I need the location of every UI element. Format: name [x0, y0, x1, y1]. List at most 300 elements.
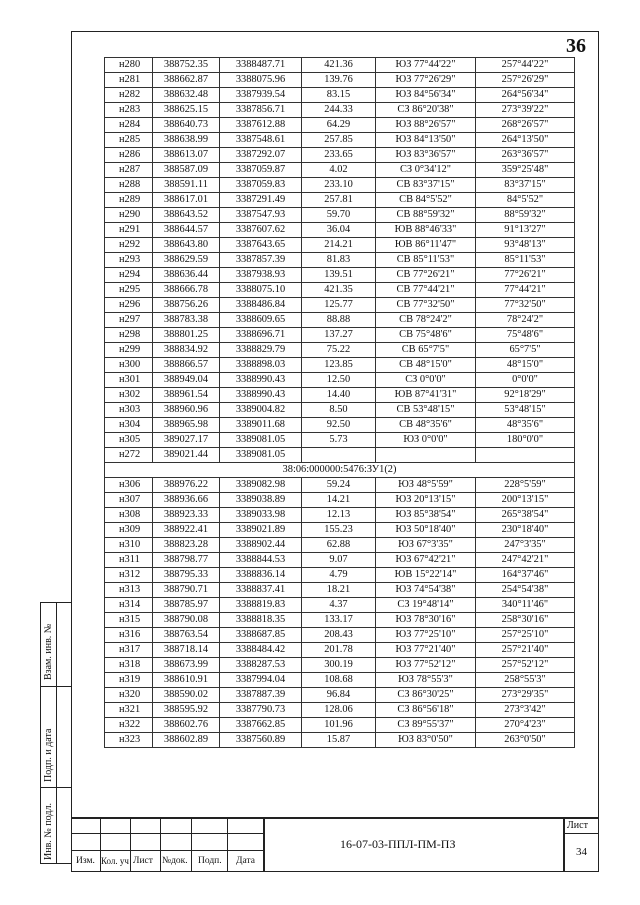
table-row: [105, 148, 575, 163]
table-cell: 3388836.14: [220, 568, 302, 583]
table-cell: 388613.07: [153, 148, 220, 163]
table-row: [105, 508, 575, 523]
title-ndok: №док.: [162, 856, 188, 866]
table-cell: ЮЗ 84°13'50": [376, 133, 476, 148]
table-cell: ЮЗ 67°42'21": [376, 553, 476, 568]
table-row: [105, 118, 575, 133]
table-cell: 257°21'40": [476, 643, 575, 658]
table-cell: 164°37'46": [476, 568, 575, 583]
sheet-number: 34: [576, 846, 587, 858]
table-cell: н302: [105, 388, 153, 403]
table-cell: 208.43: [302, 628, 376, 643]
table-cell: ЮЗ 77°26'29": [376, 73, 476, 88]
table-cell: н285: [105, 133, 153, 148]
table-cell: 83.15: [302, 88, 376, 103]
table-cell: СВ 85°11'53": [376, 253, 476, 268]
table-cell: 257°44'22": [476, 58, 575, 73]
table-cell: СВ 53°48'15": [376, 403, 476, 418]
table-cell: 388591.11: [153, 178, 220, 193]
table-cell: 340°11'46": [476, 598, 575, 613]
table-cell: ЮЗ 77°52'12": [376, 658, 476, 673]
table-cell: н308: [105, 508, 153, 523]
table-cell: 270°4'23": [476, 718, 575, 733]
table-row: [105, 73, 575, 88]
table-cell: 133.17: [302, 613, 376, 628]
table-row: [105, 418, 575, 433]
table-cell: 389021.44: [153, 448, 220, 463]
table-row: [105, 103, 575, 118]
table-cell: 3389004.82: [220, 403, 302, 418]
table-cell: н322: [105, 718, 153, 733]
table-cell: 3389081.05: [220, 433, 302, 448]
table-cell: 388662.87: [153, 73, 220, 88]
table-cell: н298: [105, 328, 153, 343]
table-cell: н284: [105, 118, 153, 133]
table-cell: ЮЗ 50°18'40": [376, 523, 476, 538]
table-cell: 388644.57: [153, 223, 220, 238]
page-number: 36: [566, 35, 586, 57]
table-cell: СВ 77°26'21": [376, 268, 476, 283]
table-cell: [376, 448, 476, 463]
table-cell: 388673.99: [153, 658, 220, 673]
table-cell: 200°13'15": [476, 493, 575, 508]
table-cell: 3387560.89: [220, 733, 302, 748]
table-cell: 5.73: [302, 433, 376, 448]
table-cell: 15.87: [302, 733, 376, 748]
document-code: 16-07-03-ППЛ-ПМ-ПЗ: [340, 837, 456, 851]
table-row: [105, 688, 575, 703]
table-cell: н294: [105, 268, 153, 283]
table-cell: 258°30'16": [476, 613, 575, 628]
title-izm: Изм.: [76, 856, 95, 866]
table-row: [105, 223, 575, 238]
table-row: [105, 673, 575, 688]
table-row: [105, 208, 575, 223]
table-cell: 388617.01: [153, 193, 220, 208]
table-cell: 3387612.88: [220, 118, 302, 133]
table-row: [105, 238, 575, 253]
table-cell: 3388902.44: [220, 538, 302, 553]
table-cell: 3387059.87: [220, 163, 302, 178]
table-cell: ЮЗ 83°36'57": [376, 148, 476, 163]
table-cell: 388936.66: [153, 493, 220, 508]
table-cell: 265°38'54": [476, 508, 575, 523]
table-cell: ЮЗ 77°25'10": [376, 628, 476, 643]
table-cell: 388783.38: [153, 313, 220, 328]
table-row: [105, 598, 575, 613]
table-cell: 388640.73: [153, 118, 220, 133]
table-cell: н288: [105, 178, 153, 193]
table-cell: СВ 48°15'0": [376, 358, 476, 373]
table-cell: 75°48'6": [476, 328, 575, 343]
table-cell: СВ 84°5'52": [376, 193, 476, 208]
table-cell: 3387790.73: [220, 703, 302, 718]
table-cell: 85°11'53": [476, 253, 575, 268]
table-cell: 388638.99: [153, 133, 220, 148]
table-cell: 421.36: [302, 58, 376, 73]
table-row: [105, 613, 575, 628]
table-cell: н319: [105, 673, 153, 688]
table-cell: СВ 88°59'32": [376, 208, 476, 223]
table-cell: 3388609.65: [220, 313, 302, 328]
table-row: [105, 583, 575, 598]
table-cell: н293: [105, 253, 153, 268]
table-cell: н289: [105, 193, 153, 208]
table-cell: СВ 77°44'21": [376, 283, 476, 298]
table-row: [105, 193, 575, 208]
table-cell: СЗ 0°34'12": [376, 163, 476, 178]
table-cell: 88.88: [302, 313, 376, 328]
table-cell: н283: [105, 103, 153, 118]
table-cell: 388595.92: [153, 703, 220, 718]
table-cell: ЮВ 88°46'33": [376, 223, 476, 238]
table-cell: 91°13'27": [476, 223, 575, 238]
table-cell: ЮВ 86°11'47": [376, 238, 476, 253]
table-cell: 388666.78: [153, 283, 220, 298]
table-cell: 14.40: [302, 388, 376, 403]
table-cell: 59.24: [302, 478, 376, 493]
table-cell: 84°5'52": [476, 193, 575, 208]
table-row: [105, 643, 575, 658]
table-cell: 12.13: [302, 508, 376, 523]
coordinates-table: [104, 57, 575, 748]
table-cell: ЮЗ 85°38'54": [376, 508, 476, 523]
table-cell: н306: [105, 478, 153, 493]
table-cell: 388752.35: [153, 58, 220, 73]
table-cell: 9.07: [302, 553, 376, 568]
table-cell: 388587.09: [153, 163, 220, 178]
table-row: [105, 163, 575, 178]
table-cell: СВ 65°7'5": [376, 343, 476, 358]
table-cell: 77°44'21": [476, 283, 575, 298]
table-cell: 65°7'5": [476, 343, 575, 358]
table-row: [105, 253, 575, 268]
table-cell: 59.70: [302, 208, 376, 223]
table-cell: 257.81: [302, 193, 376, 208]
table-cell: 388949.04: [153, 373, 220, 388]
table-cell: 214.21: [302, 238, 376, 253]
table-cell: н310: [105, 538, 153, 553]
table-cell: 64.29: [302, 118, 376, 133]
table-cell: 0°0'0": [476, 373, 575, 388]
table-cell: ЮЗ 20°13'15": [376, 493, 476, 508]
table-cell: 3388075.10: [220, 283, 302, 298]
table-cell: 53°48'15": [476, 403, 575, 418]
table-row: [105, 343, 575, 358]
table-row: [105, 88, 575, 103]
table-cell: 139.51: [302, 268, 376, 283]
table-cell: 3389081.05: [220, 448, 302, 463]
table-cell: 3388287.53: [220, 658, 302, 673]
table-cell: н300: [105, 358, 153, 373]
table-cell: 388718.14: [153, 643, 220, 658]
table-row: [105, 658, 575, 673]
table-cell: н323: [105, 733, 153, 748]
table-cell: 388629.59: [153, 253, 220, 268]
table-cell: 3388898.03: [220, 358, 302, 373]
table-cell: н290: [105, 208, 153, 223]
table-cell: ЮЗ 77°21'40": [376, 643, 476, 658]
table-cell: 3388844.53: [220, 553, 302, 568]
table-cell: 359°25'48": [476, 163, 575, 178]
table-cell: 257.85: [302, 133, 376, 148]
table-cell: 93°48'13": [476, 238, 575, 253]
table-cell: н286: [105, 148, 153, 163]
table-cell: 388834.92: [153, 343, 220, 358]
table-cell: 300.19: [302, 658, 376, 673]
table-cell: 257°26'29": [476, 73, 575, 88]
table-cell: 3389021.89: [220, 523, 302, 538]
table-cell: н299: [105, 343, 153, 358]
table-cell: 3387662.85: [220, 718, 302, 733]
table-cell: [302, 448, 376, 463]
table-cell: 108.68: [302, 673, 376, 688]
table-cell: н295: [105, 283, 153, 298]
table-cell: 388923.33: [153, 508, 220, 523]
table-cell: 3389033.98: [220, 508, 302, 523]
table-row: [105, 568, 575, 583]
table-cell: н314: [105, 598, 153, 613]
table-cell: СЗ 86°20'38": [376, 103, 476, 118]
table-cell: 62.88: [302, 538, 376, 553]
table-cell: 388643.80: [153, 238, 220, 253]
table-cell: 3388990.43: [220, 388, 302, 403]
table-cell: 388785.97: [153, 598, 220, 613]
table-cell: 36.04: [302, 223, 376, 238]
table-row: [105, 433, 575, 448]
table-cell: н297: [105, 313, 153, 328]
table-cell: 244.33: [302, 103, 376, 118]
table-cell: н320: [105, 688, 153, 703]
table-cell: 264°56'34": [476, 88, 575, 103]
table-cell: 388632.48: [153, 88, 220, 103]
table-row: [105, 523, 575, 538]
table-cell: 92.50: [302, 418, 376, 433]
table-cell: 258°55'3": [476, 673, 575, 688]
table-cell: СВ 48°35'6": [376, 418, 476, 433]
table-cell: ЮЗ 74°54'38": [376, 583, 476, 598]
table-row: [105, 733, 575, 748]
table-cell: 233.65: [302, 148, 376, 163]
table-cell: 247°3'35": [476, 538, 575, 553]
table-cell: 3388829.79: [220, 343, 302, 358]
table-cell: СВ 75°48'6": [376, 328, 476, 343]
table-cell: 139.76: [302, 73, 376, 88]
table-cell: ЮЗ 88°26'57": [376, 118, 476, 133]
table-cell: 3387548.61: [220, 133, 302, 148]
table-cell: 3387887.39: [220, 688, 302, 703]
table-cell: СЗ 0°0'0": [376, 373, 476, 388]
table-cell: 263°0'50": [476, 733, 575, 748]
table-cell: 3388075.96: [220, 73, 302, 88]
side-label-inv: Инв. № подл.: [43, 803, 54, 860]
table-cell: 388625.15: [153, 103, 220, 118]
table-cell: 388795.33: [153, 568, 220, 583]
table-cell: н312: [105, 568, 153, 583]
table-cell: 4.37: [302, 598, 376, 613]
table-row: [105, 493, 575, 508]
title-data: Дата: [236, 856, 255, 866]
table-cell: 201.78: [302, 643, 376, 658]
table-cell: н317: [105, 643, 153, 658]
table-row: [105, 358, 575, 373]
table-cell: 137.27: [302, 328, 376, 343]
table-cell: ЮВ 15°22'14": [376, 568, 476, 583]
table-cell: 388590.02: [153, 688, 220, 703]
table-cell: 273°3'42": [476, 703, 575, 718]
table-cell: СВ 78°24'2": [376, 313, 476, 328]
table-cell: 388976.22: [153, 478, 220, 493]
table-cell: н287: [105, 163, 153, 178]
table-cell: н303: [105, 403, 153, 418]
table-cell: 3389038.89: [220, 493, 302, 508]
section-label: 38:06:000000:5476:ЗУ1(2): [105, 463, 575, 478]
table-cell: 257°52'12": [476, 658, 575, 673]
table-cell: н272: [105, 448, 153, 463]
table-cell: 3387857.39: [220, 253, 302, 268]
table-cell: 78°24'2": [476, 313, 575, 328]
table-cell: 81.83: [302, 253, 376, 268]
table-cell: 3388818.35: [220, 613, 302, 628]
table-cell: н318: [105, 658, 153, 673]
table-cell: н301: [105, 373, 153, 388]
table-cell: 388866.57: [153, 358, 220, 373]
table-cell: 8.50: [302, 403, 376, 418]
side-label-vzam: Взам. инв. №: [43, 623, 54, 680]
table-cell: 128.06: [302, 703, 376, 718]
table-row: [105, 328, 575, 343]
table-cell: 3387547.93: [220, 208, 302, 223]
table-cell: ЮЗ 67°3'35": [376, 538, 476, 553]
table-row: [105, 628, 575, 643]
table-cell: 3388990.43: [220, 373, 302, 388]
table-cell: 421.35: [302, 283, 376, 298]
table-cell: 388790.08: [153, 613, 220, 628]
table-cell: 12.50: [302, 373, 376, 388]
table-cell: 48°15'0": [476, 358, 575, 373]
table-cell: 388643.52: [153, 208, 220, 223]
table-cell: 3388696.71: [220, 328, 302, 343]
table-cell: ЮЗ 83°0'50": [376, 733, 476, 748]
table-cell: 3387939.54: [220, 88, 302, 103]
table-cell: СЗ 86°56'18": [376, 703, 476, 718]
table-cell: 273°29'35": [476, 688, 575, 703]
table-cell: 228°5'59": [476, 478, 575, 493]
table-cell: н291: [105, 223, 153, 238]
table-row: [105, 478, 575, 493]
table-cell: 247°42'21": [476, 553, 575, 568]
table-cell: 388756.26: [153, 298, 220, 313]
table-cell: ЮЗ 48°5'59": [376, 478, 476, 493]
table-cell: 257°25'10": [476, 628, 575, 643]
table-row: [105, 718, 575, 733]
table-cell: н282: [105, 88, 153, 103]
table-cell: 264°13'50": [476, 133, 575, 148]
table-row: [105, 553, 575, 568]
table-cell: 4.02: [302, 163, 376, 178]
table-cell: 388960.96: [153, 403, 220, 418]
title-podp: Подп.: [198, 856, 222, 866]
table-cell: 125.77: [302, 298, 376, 313]
table-cell: 3388819.83: [220, 598, 302, 613]
table-cell: СЗ 19°48'14": [376, 598, 476, 613]
table-cell: ЮЗ 77°44'22": [376, 58, 476, 73]
table-row: [105, 283, 575, 298]
table-cell: н313: [105, 583, 153, 598]
table-cell: 3388487.71: [220, 58, 302, 73]
table-cell: 123.85: [302, 358, 376, 373]
table-cell: 3387059.83: [220, 178, 302, 193]
table-row: [105, 538, 575, 553]
table-cell: 77°32'50": [476, 298, 575, 313]
table-cell: 4.79: [302, 568, 376, 583]
table-cell: 180°0'0": [476, 433, 575, 448]
title-kol: Кол. уч: [101, 856, 129, 866]
table-cell: СВ 77°32'50": [376, 298, 476, 313]
table-cell: ЮЗ 84°56'34": [376, 88, 476, 103]
table-cell: н307: [105, 493, 153, 508]
table-cell: 48°35'6": [476, 418, 575, 433]
table-cell: [476, 448, 575, 463]
table-row: [105, 178, 575, 193]
table-cell: 388801.25: [153, 328, 220, 343]
table-cell: 3389082.98: [220, 478, 302, 493]
table-row: [105, 388, 575, 403]
table-cell: н321: [105, 703, 153, 718]
table-cell: 83°37'15": [476, 178, 575, 193]
table-cell: 388922.41: [153, 523, 220, 538]
table-cell: 18.21: [302, 583, 376, 598]
table-cell: 3388484.42: [220, 643, 302, 658]
table-cell: н315: [105, 613, 153, 628]
table-row: [105, 313, 575, 328]
table-cell: 388798.77: [153, 553, 220, 568]
table-row: [105, 373, 575, 388]
table-cell: н281: [105, 73, 153, 88]
table-cell: 155.23: [302, 523, 376, 538]
table-row: [105, 403, 575, 418]
table-cell: н296: [105, 298, 153, 313]
sheet-label: Лист: [567, 820, 588, 831]
title-list: Лист: [133, 856, 153, 866]
table-cell: ЮЗ 78°55'3": [376, 673, 476, 688]
table-cell: 273°39'22": [476, 103, 575, 118]
table-cell: 96.84: [302, 688, 376, 703]
table-cell: ЮЗ 78°30'16": [376, 613, 476, 628]
table-cell: 388961.54: [153, 388, 220, 403]
table-cell: 3387643.65: [220, 238, 302, 253]
table-cell: 101.96: [302, 718, 376, 733]
table-cell: н316: [105, 628, 153, 643]
table-cell: 263°36'57": [476, 148, 575, 163]
table-cell: 388790.71: [153, 583, 220, 598]
table-cell: 3387938.93: [220, 268, 302, 283]
table-cell: 268°26'57": [476, 118, 575, 133]
table-cell: 88°59'32": [476, 208, 575, 223]
table-cell: 388636.44: [153, 268, 220, 283]
table-cell: 233.10: [302, 178, 376, 193]
table-cell: 3388486.84: [220, 298, 302, 313]
table-row: [105, 298, 575, 313]
table-row: [105, 703, 575, 718]
table-cell: 3388837.41: [220, 583, 302, 598]
table-cell: ЮЗ 0°0'0": [376, 433, 476, 448]
table-cell: ЮВ 87°41'31": [376, 388, 476, 403]
table-cell: 388602.76: [153, 718, 220, 733]
table-cell: 3387607.62: [220, 223, 302, 238]
table-cell: 3387994.04: [220, 673, 302, 688]
table-cell: 388965.98: [153, 418, 220, 433]
